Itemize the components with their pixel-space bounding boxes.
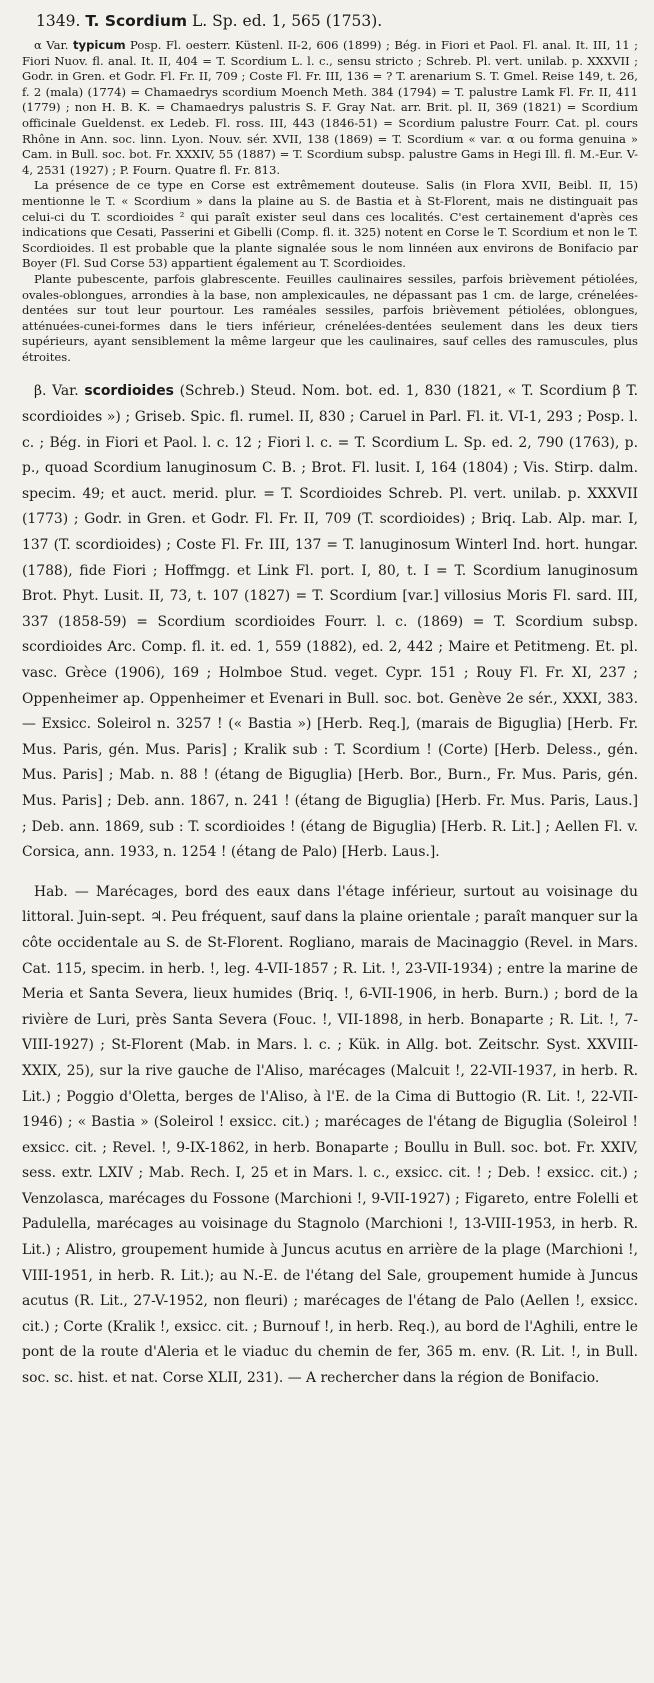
species-name: T. Scordium: [85, 12, 188, 30]
variety-alpha-name: typicum: [72, 38, 126, 52]
variety-alpha-synonymy-text: Posp. Fl. oesterr. Küstenl. II-2, 606 (1899) ; Bég. in Fiori et Paol. Fl. anal. It. III, 11 ; Fiori Nuov. fl. anal. It. II, 404 = T. Scordium L. l. c., sensu stricto ; Schreb. Pl. vert. unilab. p. XXXVII ; Godr. in Gren. et Godr. Fl. Fr. II, 709 ; Coste Fl. Fr. III, 136 = ? T. arenarium S. T. Gmel. Reise 149, t. 26, f. 2 (mala) (1774) = Chamaedrys scordium Moench Meth. 384 (1794) = T. palustre Lamk Fl. Fr. II, 411 (1779) ; non H. B. K. = Chamaedrys palustris S. F. Gray Nat. arr. Brit. pl. II, 369 (1821) = Scordium officinale Gueldenst. ex Ledeb. Fl. ross. III, 443 (1846-51) = Scordium palustre Fourr. Cat. pl. cours Rhône in Ann. soc. linn. Lyon. Nouv. sér. XVII, 138 (1869) = T. Scordium « var. α ou forma genuina » Cam. in Bull. soc. bot. Fr. XXXIV, 55 (1887) = T. Scordium subsp. palustre Gams in Hegi Ill. fl. M.-Eur. V-4, 2531 (1927) ; P. Fourn. Quatre fl. Fr. 813.: [22, 38, 639, 177]
variety-alpha-presence-note: La présence de ce type en Corse est extrêmement douteuse. Salis (in Flora XVII, Beibl. II, 15) mentionne le T. « Scordium » dans la plaine au S. de Bastia et à St-Florent, mais ne distinguait pas celui-ci du T. scordioides ² qui paraît exister seul dans ces localités. C'est certainement d'après ces indications que Cesati, Passerini et Gibelli (Comp. fl. it. 325) notent en Corse le T. Scordium et non le T. Scordioides. Il est probable que la plante signalée sous le nom linnéen aux environs de Bonifacio par Boyer (Fl. Sud Corse 53) appartient également au T. Scordioides.: [22, 178, 638, 271]
variety-alpha-marker: α Var.: [34, 38, 69, 52]
variety-beta-marker: β. Var.: [34, 383, 79, 400]
variety-beta-synonymy-text: (Schreb.) Steud. Nom. bot. ed. 1, 830 (1821, « T. Scordium β T. scordioides ») ; Griseb. Spic. fl. rumel. II, 830 ; Caruel in Parl. Fl. it. VI-1, 293 ; Posp. l. c. ; Bég. in Fiori et Paol. l. c. 12 ; Fiori l. c. = T. Scordium L. Sp. ed. 2, 790 (1763), p. p., quoad Scordium lanuginosum C. B. ; Brot. Fl. lusit. I, 164 (1804) ; Vis. Stirp. dalm. specim. 49; et auct. merid. plur. = T. Scordioides Schreb. Pl. vert. unilab. p. XXXVII (1773) ; Godr. in Gren. et Godr. Fl. Fr. II, 709 (T. scordioides) ; Briq. Lab. Alp. mar. I, 137 (T. scordioides) ; Coste Fl. Fr. III, 137 = T. lanuginosum Winterl Ind. hort. hungar. (1788), fide Fiori ; Hoffmgg. et Link Fl. port. I, 80, t. I = T. Scordium lanuginosum Brot. Phyt. Lusit. II, 73, t. 107 (1827) = T. Scordium [var.] villosius Moris Fl. sard. III, 337 (1858-59) = Scordium scordioides Fourr. l. c. (1869) = T. Scordium subsp. scordioides Arc. Comp. fl. it. ed. 1, 559 (1882), ed. 2, 442 ; Maire et Petitmeng. Et. pl. vasc. Grèce (1906), 169 ; Holmboe Stud. veget. Cypr. 151 ; Rouy Fl. Fr. XI, 237 ; Oppenheimer ap. Oppenheimer et Evenari in Bull. soc. bot. Genève 2e sér., XXXI, 383. — Exsicc. Soleirol n. 3257 ! (« Bastia ») [Herb. Req.], (marais de Biguglia) [Herb. Fr. Mus. Paris, gén. Mus. Paris] ; Kralik sub : T. Scordium ! (Corte) [Herb. Deless., gén. Mus. Paris] ; Mab. n. 88 ! (étang de Biguglia) [Herb. Bor., Burn., Fr. Mus. Paris, gén. Mus. Paris] ; Deb. ann. 1867, n. 241 ! (étang de Biguglia) [Herb. Fr. Mus. Paris, Laus.] ; Deb. ann. 1869, sub : T. scordioides ! (étang de Biguglia) [Herb. R. Lit.] ; Aellen Fl. v. Corsica, ann. 1933, n. 1254 ! (étang de Palo) [Herb. Laus.].: [22, 383, 638, 861]
variety-alpha-section: [22, 38, 638, 365]
variety-beta-habitat: Hab. — Marécages, bord des eaux dans l'étage inférieur, surtout au voisinage du littoral. Juin-sept. ♃. Peu fréquent, sauf dans la plaine orientale ; paraît manquer sur la côte occidentale au S. de St-Florent. Rogliano, marais de Macinaggio (Revel. in Mars. Cat. 115, specim. in herb. !, leg. 4-VII-1857 ; R. Lit. !, 23-VII-1934) ; entre la marine de Meria et Santa Severa, lieux humides (Briq. !, 6-VII-1906, in herb. Burn.) ; bord de la rivière de Luri, près Santa Severa (Fouc. !, VII-1898, in herb. Bonaparte ; R. Lit. !, 7-VIII-1927) ; St-Florent (Mab. in Mars. l. c. ; Kük. in Allg. bot. Zeitschr. Syst. XXVIII-XXIX, 25), sur la rive gauche de l'Aliso, marécages (Malcuit !, 22-VII-1937, in herb. R. Lit.) ; Poggio d'Oletta, berges de l'Aliso, à l'E. de la Cima di Buttogio (R. Lit. !, 22-VII-1946) ; « Bastia » (Soleirol ! exsicc. cit.) ; marécages de l'étang de Biguglia (Soleirol ! exsicc. cit. ; Revel. !, 9-IX-1862, in herb. Bonaparte ; Boullu in Bull. soc. bot. Fr. XXIV, sess. extr. LXIV ; Mab. Rech. I, 25 et in Mars. l. c., exsicc. cit. ! ; Deb. ! exsicc. cit.) ; Venzolasca, marécages du Fossone (Marchioni !, 9-VII-1927) ; Figareto, entre Folelli et Padulella, marécages au voisinage du Stagnolo (Marchioni !, 13-VIII-1953, in herb. R. Lit.) ; Alistro, groupement humide à Juncus acutus en arrière de la plage (Marchioni !, VIII-1951, in herb. R. Lit.); au N.-E. de l'étang del Sale, groupement humide à Juncus acutus (R. Lit., 27-V-1952, non fleuri) ; marécages de l'étang de Palo (Aellen !, exsicc. cit.) ; Corte (Kralik !, exsicc. cit. ; Burnouf !, in herb. Req.), au bord de l'Aghili, entre le pont de la route d'Aleria et le viaduc du chemin de fer, 365 m. env. (R. Lit. !, in Bull. soc. sc. hist. et nat. Corse XLII, 231). — A rechercher dans la région de Bonifacio.: [22, 883, 638, 1387]
variety-beta-name: scordioides: [84, 383, 174, 400]
species-heading: [36, 10, 638, 32]
variety-beta-synonymy: [22, 379, 638, 865]
species-citation: L. Sp. ed. 1, 565 (1753).: [187, 12, 383, 30]
variety-alpha-synonymy: [22, 38, 638, 178]
variety-alpha-description: Plante pubescente, parfois glabrescente. Feuilles caulinaires sessiles, parfois brièvement pétiolées, ovales-oblongues, arrondies à la base, non amplexicaules, ne dépassant pas 1 cm. de large, crénelées-dentées sur tout leur pourtour. Les raméales sessiles, parfois brièvement pétiolées, oblongues, atténuées-cunei-formes dans le tiers inférieur, crénelées-dentées seulement dans les deux tiers supérieurs, ayant sensiblement la même largeur que les caulinaires, sauf celles des ramuscules, plus étroites.: [22, 271, 638, 364]
variety-beta-section: [22, 379, 638, 1391]
species-number: 1349.: [36, 12, 81, 30]
